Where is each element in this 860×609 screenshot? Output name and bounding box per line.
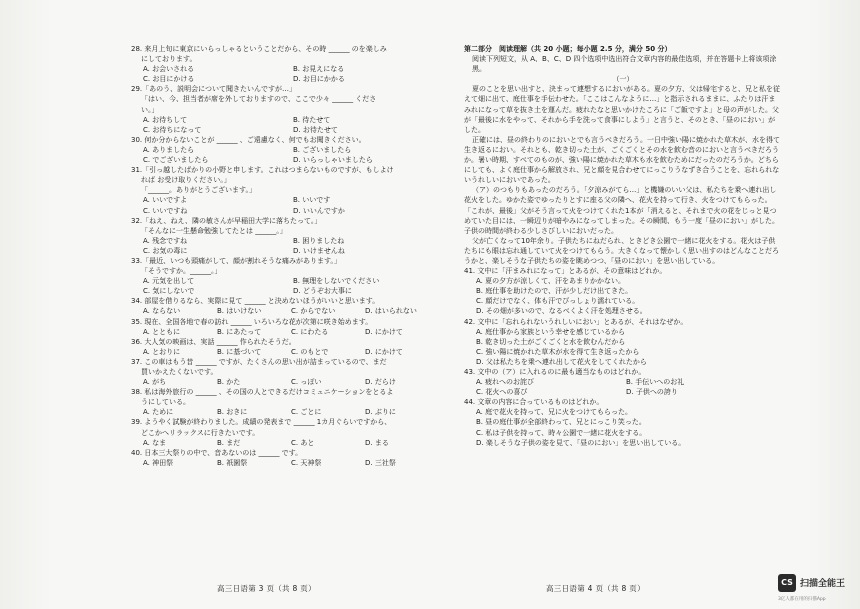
option-row (131, 306, 449, 316)
question-continuation: 「______。ありがとうございます。」 (141, 186, 256, 195)
instruction: 阅读下列短文，从 A、B、C、D 四个选项中选出符合文章内容的最佳选项，并在答题卡上将该项涂黑。 (472, 55, 777, 74)
answer-option: B. いいです (293, 196, 331, 205)
passage-paragraph: （ア）のつもりもあったのだろう。「夕涼みがてら…」と機嫌のいい父は、私たちを乗へ連れ出し花火をした。ゆかた姿でゆったりとすに座る父の隣へ、花火を持って行き、火をつけてもらった。「これが、最後」父がそう言って火をつけてくれた1本が「消えると、それまで火の花をじっと見つめていた目には、一瞬辺りが暗やみになってしまった。その瞬間、もう一度「昼のにおい」がした。子供の時間が終わる少しさびしいにおいだった。 (464, 186, 779, 235)
answer-option: B. にあたって (217, 327, 262, 336)
option-row (464, 417, 782, 427)
answer-option: A. とおりに (143, 347, 181, 356)
answer-option: C. 強い陽に焼かれた草木が水を得て生き返ったから (476, 347, 640, 356)
option-row (464, 276, 782, 286)
question-block (131, 135, 449, 165)
question-block (464, 266, 782, 316)
question-stem: 31.「引っ越したばかりの小野と申します。これはつまらないものですが、もしよけ (131, 166, 394, 175)
option-row (131, 458, 449, 468)
answer-option: B. かた (217, 378, 241, 387)
option-row (464, 296, 782, 306)
scanner-watermark (778, 572, 860, 608)
question-block (131, 44, 449, 84)
question-continuation: 買いかえたくないです。 (141, 368, 218, 376)
question-stem: 43. 文中の（ア）に入れるのに最も適当なものはどれか。 (464, 368, 646, 376)
answer-option: D. いけませんね (293, 246, 345, 255)
answer-option: A. 庭仕事から家族という幸せを感じているから (476, 327, 626, 336)
question-block (131, 448, 449, 468)
option-row (131, 145, 449, 155)
question-block (131, 256, 449, 296)
question-continuation: 「そうですか。______。」 (141, 267, 222, 276)
option-row (131, 125, 449, 135)
right-page (464, 44, 782, 448)
answer-option: D. にかけて (365, 327, 403, 336)
answer-option: C. お気の毒に (143, 246, 188, 255)
option-row (131, 115, 449, 125)
answer-option: C. あと (291, 438, 315, 447)
option-row (131, 206, 449, 216)
option-row (131, 286, 449, 296)
answer-option: A. お待ちして (143, 115, 188, 124)
answer-option: C. お待ちになって (143, 125, 202, 134)
answer-option: D. その畑が多いので、なるべくよく汗を処理させる。 (476, 307, 647, 316)
answer-option: D. いいんですか (293, 206, 345, 215)
option-row (464, 337, 782, 347)
question-stem: 36. 大人気の映画は、実話 ______ 作られたそうだ。 (131, 337, 296, 346)
answer-option: D. いらっしゃいましたら (293, 156, 373, 165)
answer-option: A. ならない (143, 307, 181, 316)
option-row (131, 64, 449, 74)
option-row (131, 246, 449, 256)
answer-option: D. はいられない (365, 307, 417, 316)
answer-option: C. 顔だけでなく、体も汗でびっしょり濡れている。 (476, 297, 640, 306)
question-stem: 30. 何か分からないことが ______ 、ご遠慮なく、何でもお聞きください。 (131, 135, 366, 144)
answer-option: D. 楽しそうな子供の姿を見て、「昼のにおい」を思い出している。 (476, 438, 686, 447)
answer-option: B. お見えになる (293, 65, 345, 74)
question-stem: 41. 文中に「汗まみれになって」とあるが、その意味はどれか。 (464, 267, 667, 276)
scanner-app-name: 扫描全能王 (800, 579, 846, 589)
question-block (131, 296, 449, 316)
option-row (464, 327, 782, 337)
option-row (131, 236, 449, 246)
option-row (464, 407, 782, 417)
answer-option: A. 残念ですね (143, 236, 188, 245)
option-row (131, 155, 449, 165)
answer-option: C. でございましたら (143, 156, 209, 165)
answer-option: A. とともに (143, 327, 181, 336)
reading-passage (464, 84, 782, 266)
answer-option: D. 三社祭 (365, 458, 396, 467)
answer-option: A. 庭で花火を持って、兄に火をつけてもらった。 (476, 408, 632, 417)
answer-option: C. 天神祭 (291, 458, 322, 467)
question-block (131, 317, 449, 337)
answer-option: C. 花火への喜び (476, 388, 528, 397)
answer-option: A. ために (143, 408, 174, 417)
question-stem: 44. 文章の内容に合っているものはどれか。 (464, 398, 604, 407)
option-row (131, 195, 449, 205)
answer-option: D. お目にかかる (293, 75, 345, 84)
question-stem: 40. 日本三大祭りの中で、音あないのは ______ です。 (131, 448, 303, 457)
answer-option: B. 手伝いへのお礼 (626, 378, 685, 387)
option-row (131, 438, 449, 448)
question-block (464, 317, 782, 367)
answer-option: A. いいですよ (143, 196, 188, 205)
answer-option: A. がち (143, 378, 167, 387)
left-page (131, 44, 449, 468)
option-row (464, 377, 782, 387)
question-stem: 42. 文中に「忘れられないうれしいにおい」とあるが、それはなぜか。 (464, 317, 688, 326)
question-continuation: れば お受け取りください。」 (141, 176, 231, 185)
answer-option: B. はいけない (217, 307, 262, 316)
question-continuation: い。」 (141, 105, 159, 114)
option-row (131, 377, 449, 387)
question-block (464, 397, 782, 447)
question-block (464, 367, 782, 397)
question-stem: 33.「最近、いつも頭痛がして、顔が割れそうな痛みがあります。」 (131, 256, 341, 265)
answer-option: B. 昼の庭仕事が全部終わって、兄とにっこり笑った。 (476, 418, 646, 427)
option-row (464, 438, 782, 448)
answer-option: B. 庭仕事を助けたので、汗が少しだけ出てきた。 (476, 287, 633, 296)
answer-option: A. 疲れへのお詫び (476, 378, 534, 387)
answer-option: D. にかけて (365, 347, 403, 356)
passage-number: （一） (612, 75, 634, 84)
question-block (131, 417, 449, 447)
question-stem: 35. 現在、全国各地で春の訪れ ______ いろいろな花が次第に咲き始めます。 (131, 317, 373, 326)
answer-option: A. 元気を出して (143, 277, 195, 286)
option-row (464, 286, 782, 296)
answer-option: A. お会いされる (143, 65, 195, 74)
answer-option: B. 待たせて (293, 115, 331, 124)
answer-option: A. 夏の夕方が涼しくて、汗をあまりかかない。 (476, 277, 625, 286)
answer-option: C. からでない (291, 307, 336, 316)
question-stem: 28. 来月上旬に東京にいらっしゃるということだから、その時 ______ のを楽しみ (131, 45, 387, 53)
question-continuation: にしております。 (141, 55, 197, 64)
passage-paragraph: 夏のことを思い出すと、決まって連想するにおいがある。夏の夕方、父は帰宅すると、兄と私を従えて畑に出て、庭仕事を手伝わせた。「ここはこんなように…」と指示されるままに、ふたりは汗まみれになって草を抜き土を運んだ。疲れたなと思いかけたころに「ご飯ですよ」と母の声がした。父が「最後に水をやって、それから手を洗って食事にしよう」と言うと、そのとき、「昼のにおい」がした。 (464, 85, 780, 134)
question-stem: 38. 私は海外旅行の ______ 、その国の人とできるだけコミュニケーションをとるよ (131, 388, 394, 397)
answer-option: C. お目にかける (143, 75, 195, 84)
left-page-footer: 高三日语第 3 页（共 8 页） (217, 584, 316, 593)
question-continuation: うにしている。 (141, 398, 190, 407)
question-continuation: 「はい、今、担当者が席を外しておりますので、ここで少々 ______ くださ (141, 95, 377, 104)
question-block (131, 165, 449, 215)
answer-option: B. ございましたら (293, 145, 352, 154)
answer-option: C. にわたる (291, 327, 329, 336)
passage-paragraph: 正確には、昼の終わりのにおいとでも言うべきだろう。一日中強い陽に焼かれた草木が、水を得て生き返るにおい。それとも、乾き切った土が、ごくごくとその水を飲む音のにおいと言うべきだろうか。暑い時期、すべてのものが、強い陽に焼かれた草木も水を飲むためにだったのだろうか。どちらにしても、よく庭仕事から解放され、兄と顔を見合わせてにっこりうなずき合うことを、忘れられないうれしいにおいであった。 (464, 135, 780, 185)
question-continuation: 「そんなに一生懸命勉強してたとは ______。」 (141, 226, 287, 235)
answer-option: A. ありましたら (143, 145, 195, 154)
answer-option: D. ぶりに (365, 408, 396, 417)
passage-paragraph: 父が亡くなって10年余り。子供たちにねだられ、ときどき公園で一緒に花火をする。花火は子供たちにも眼は忘れ通していて火をつけてもらう。大きくなって懐かしく思い出すのはどんなことだろうかと、楽しそうな子供たちの姿を眺めつつ、「昼のにおい」を思い出している。 (464, 236, 779, 265)
question-stem: 34. 部屋を借りるなら、実際に見て ______ と決めないほうがいいと思います。 (131, 297, 380, 306)
question-block (131, 84, 449, 134)
answer-option: D. だらけ (365, 378, 396, 387)
scanner-tagline: 3亿人都在用的扫描App (778, 597, 826, 602)
question-block (131, 337, 449, 357)
answer-option: B. まだ (217, 438, 241, 447)
option-row (464, 306, 782, 316)
question-block (131, 357, 449, 387)
answer-option: B. 困りましたね (293, 236, 345, 245)
question-stem: 32.「ねえ、ねえ、隣の敏さんが早稲田大学に落ちたって。」 (131, 216, 322, 225)
question-stem: 37. この車はもう昔 ______ ですが、たくさんの思い出が詰まっているので、まだ (131, 357, 387, 366)
answer-option: C. っぽい (291, 378, 322, 387)
answer-option: C. のもとで (291, 347, 329, 356)
option-row (131, 347, 449, 357)
answer-option: D. まる (365, 438, 389, 447)
option-row (131, 276, 449, 286)
answer-option: C. 気にしないで (143, 287, 195, 296)
answer-option: D. お待たせて (293, 125, 338, 134)
option-row (131, 327, 449, 337)
option-row (131, 407, 449, 417)
question-stem: 39. ようやく試験が終わりました。成績の発表まで ______ 1カ月ぐらいですから、 (131, 418, 392, 427)
question-stem: 29.「あのう、説明会について聞きたいんですが…」 (131, 85, 296, 94)
answer-option: B. 祇園祭 (217, 458, 248, 467)
scanner-logo-icon: CS (778, 574, 796, 592)
answer-option: B. おきに (217, 408, 248, 417)
answer-option: C. いいですね (143, 206, 188, 215)
option-row (131, 74, 449, 84)
answer-option: D. 父は私たちを乗へ連れ出して花火をしてくれたから (476, 357, 647, 366)
answer-option: D. どうぞお大事に (293, 287, 352, 296)
answer-option: C. ごとに (291, 408, 322, 417)
answer-option: A. 神田祭 (143, 458, 174, 467)
answer-option: B. 乾き切った土がごくごくと水を飲むんだから (476, 337, 626, 346)
answer-option: D. 子供への誇り (626, 388, 678, 397)
right-questions (464, 266, 782, 448)
question-continuation: どこかへリラックスに行きたいです。 (141, 428, 260, 437)
right-page-footer: 高三日语第 4 页（共 8 页） (546, 584, 645, 593)
answer-option: A. なま (143, 438, 167, 447)
question-block (131, 216, 449, 256)
answer-option: B. に基づいて (217, 347, 262, 356)
option-row (464, 387, 782, 397)
question-block (131, 387, 449, 417)
option-row (464, 357, 782, 367)
section-header: 第二部分 阅读理解（共 20 小题；每小题 2.5 分，满分 50 分） (464, 45, 672, 53)
option-row (464, 428, 782, 438)
option-row (464, 347, 782, 357)
answer-option: B. 無理をしないでください (293, 277, 380, 286)
answer-option: C. 私は子供を持って、時々公園で一緒に花火をする。 (476, 428, 647, 437)
